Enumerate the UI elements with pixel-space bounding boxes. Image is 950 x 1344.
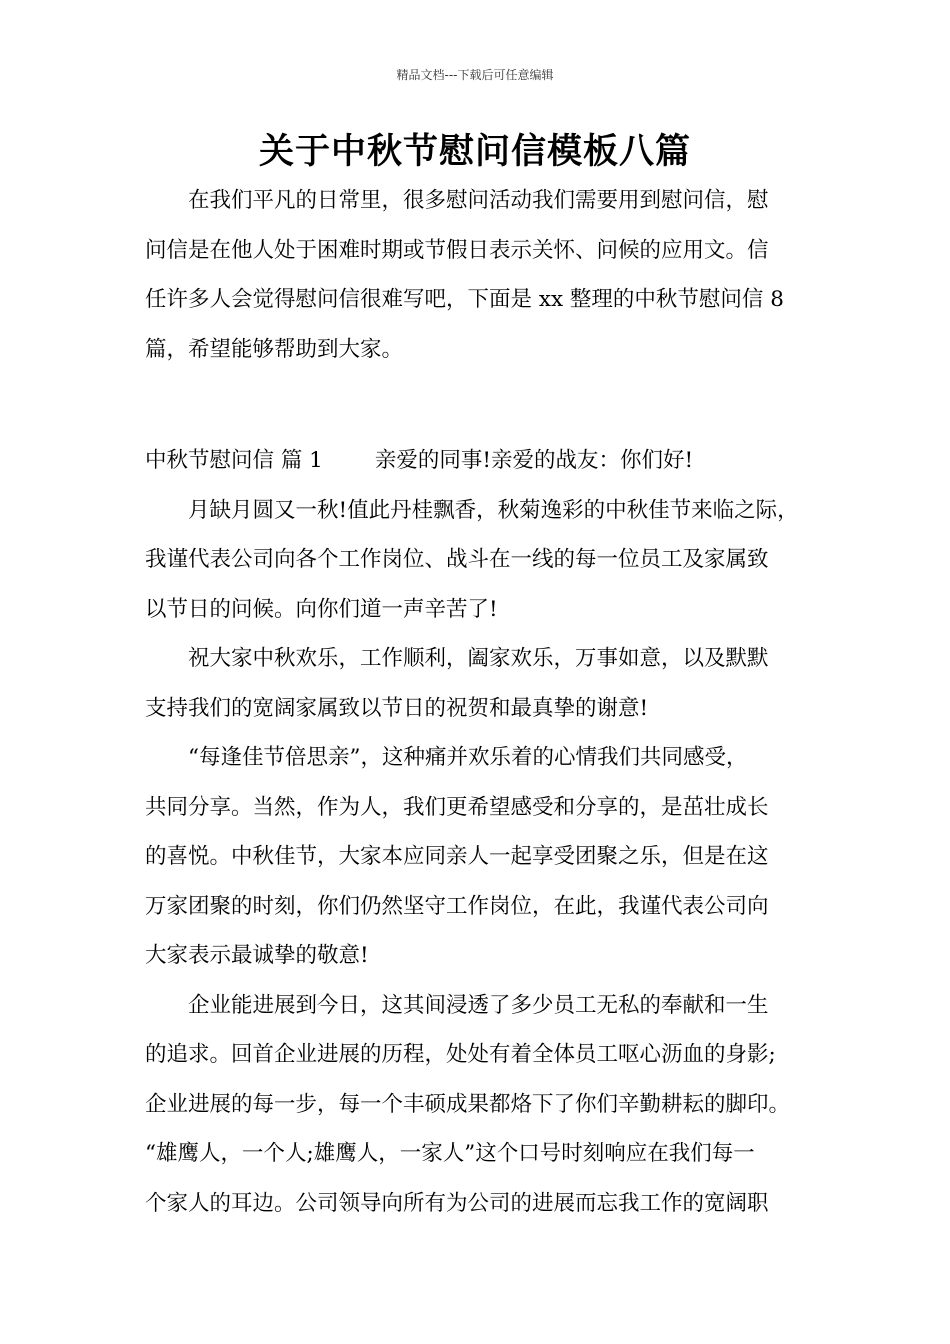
intro-line: 篇，希望能够帮助到大家。 xyxy=(145,336,404,362)
section-heading-row xyxy=(145,436,810,486)
paragraph-line: 共同分享。当然，作为人，我们更希望感受和分享的，是茁壮成长 xyxy=(145,794,769,820)
paragraph-line: 我谨代表公司向各个工作岗位、战斗在一线的每一位员工及家属致 xyxy=(145,547,769,572)
intro-line: 任许多人会觉得慰问信很难写吧，下面是 xx 整理的中秋节慰问信 8 xyxy=(145,287,784,312)
paragraph-line: 的追求。回首企业进展的历程，处处有着全体员工呕心沥血的身影; xyxy=(145,1042,776,1067)
paragraph-line: 企业能进展到今日，这其间浸透了多少员工无私的奉献和一生 xyxy=(188,992,769,1018)
paragraph-line: 以节日的问候。向你们道一声辛苦了! xyxy=(145,596,498,622)
paragraph-line: 祝大家中秋欢乐，工作顺利，阖家欢乐，万事如意，以及默默 xyxy=(188,646,769,671)
paragraph-line: 月缺月圆又一秋!值此丹桂飘香，秋菊逸彩的中秋佳节来临之际， xyxy=(188,497,799,523)
section-heading: 中秋节慰问信 篇 1 xyxy=(145,448,323,473)
document-title: 关于中秋节慰问信模板八篇 xyxy=(258,132,691,172)
greeting: 亲爱的同事!亲爱的战友：你们好! xyxy=(374,448,694,473)
paragraph-line: 企业进展的每一步，每一个丰硕成果都烙下了你们辛勤耕耘的脚印。 xyxy=(145,1091,791,1117)
document-body xyxy=(145,176,810,1228)
paragraph-line: “每逢佳节倍思亲”，这种痛并欢乐着的心情我们共同感受， xyxy=(188,745,748,770)
paragraph-line: 大家表示最诚挚的敬意! xyxy=(145,943,369,968)
paragraph-line: 的喜悦。中秋佳节，大家本应同亲人一起享受团聚之乐，但是在这 xyxy=(145,844,769,869)
paragraph-line: 万家团聚的时刻，你们仍然坚守工作岗位，在此，我谨代表公司向 xyxy=(145,893,769,919)
paragraph-line: 个家人的耳边。公司领导向所有为公司的进展而忘我工作的宽阔职 xyxy=(145,1190,769,1216)
paragraph-line: 支持我们的宽阔家属致以节日的祝贺和最真挚的谢意! xyxy=(145,695,649,721)
paragraph-line: “雄鹰人，一个人;雄鹰人，一家人”这个口号时刻响应在我们每一 xyxy=(145,1141,755,1166)
section-gap xyxy=(145,374,810,436)
intro-line: 问信是在他人处于困难时期或节假日表示关怀、问候的应用文。信 xyxy=(145,237,769,263)
header-note: 精品文档---下载后可任意编辑 xyxy=(396,68,554,82)
intro-line: 在我们平凡的日常里，很多慰问活动我们需要用到慰问信，慰 xyxy=(188,188,769,213)
